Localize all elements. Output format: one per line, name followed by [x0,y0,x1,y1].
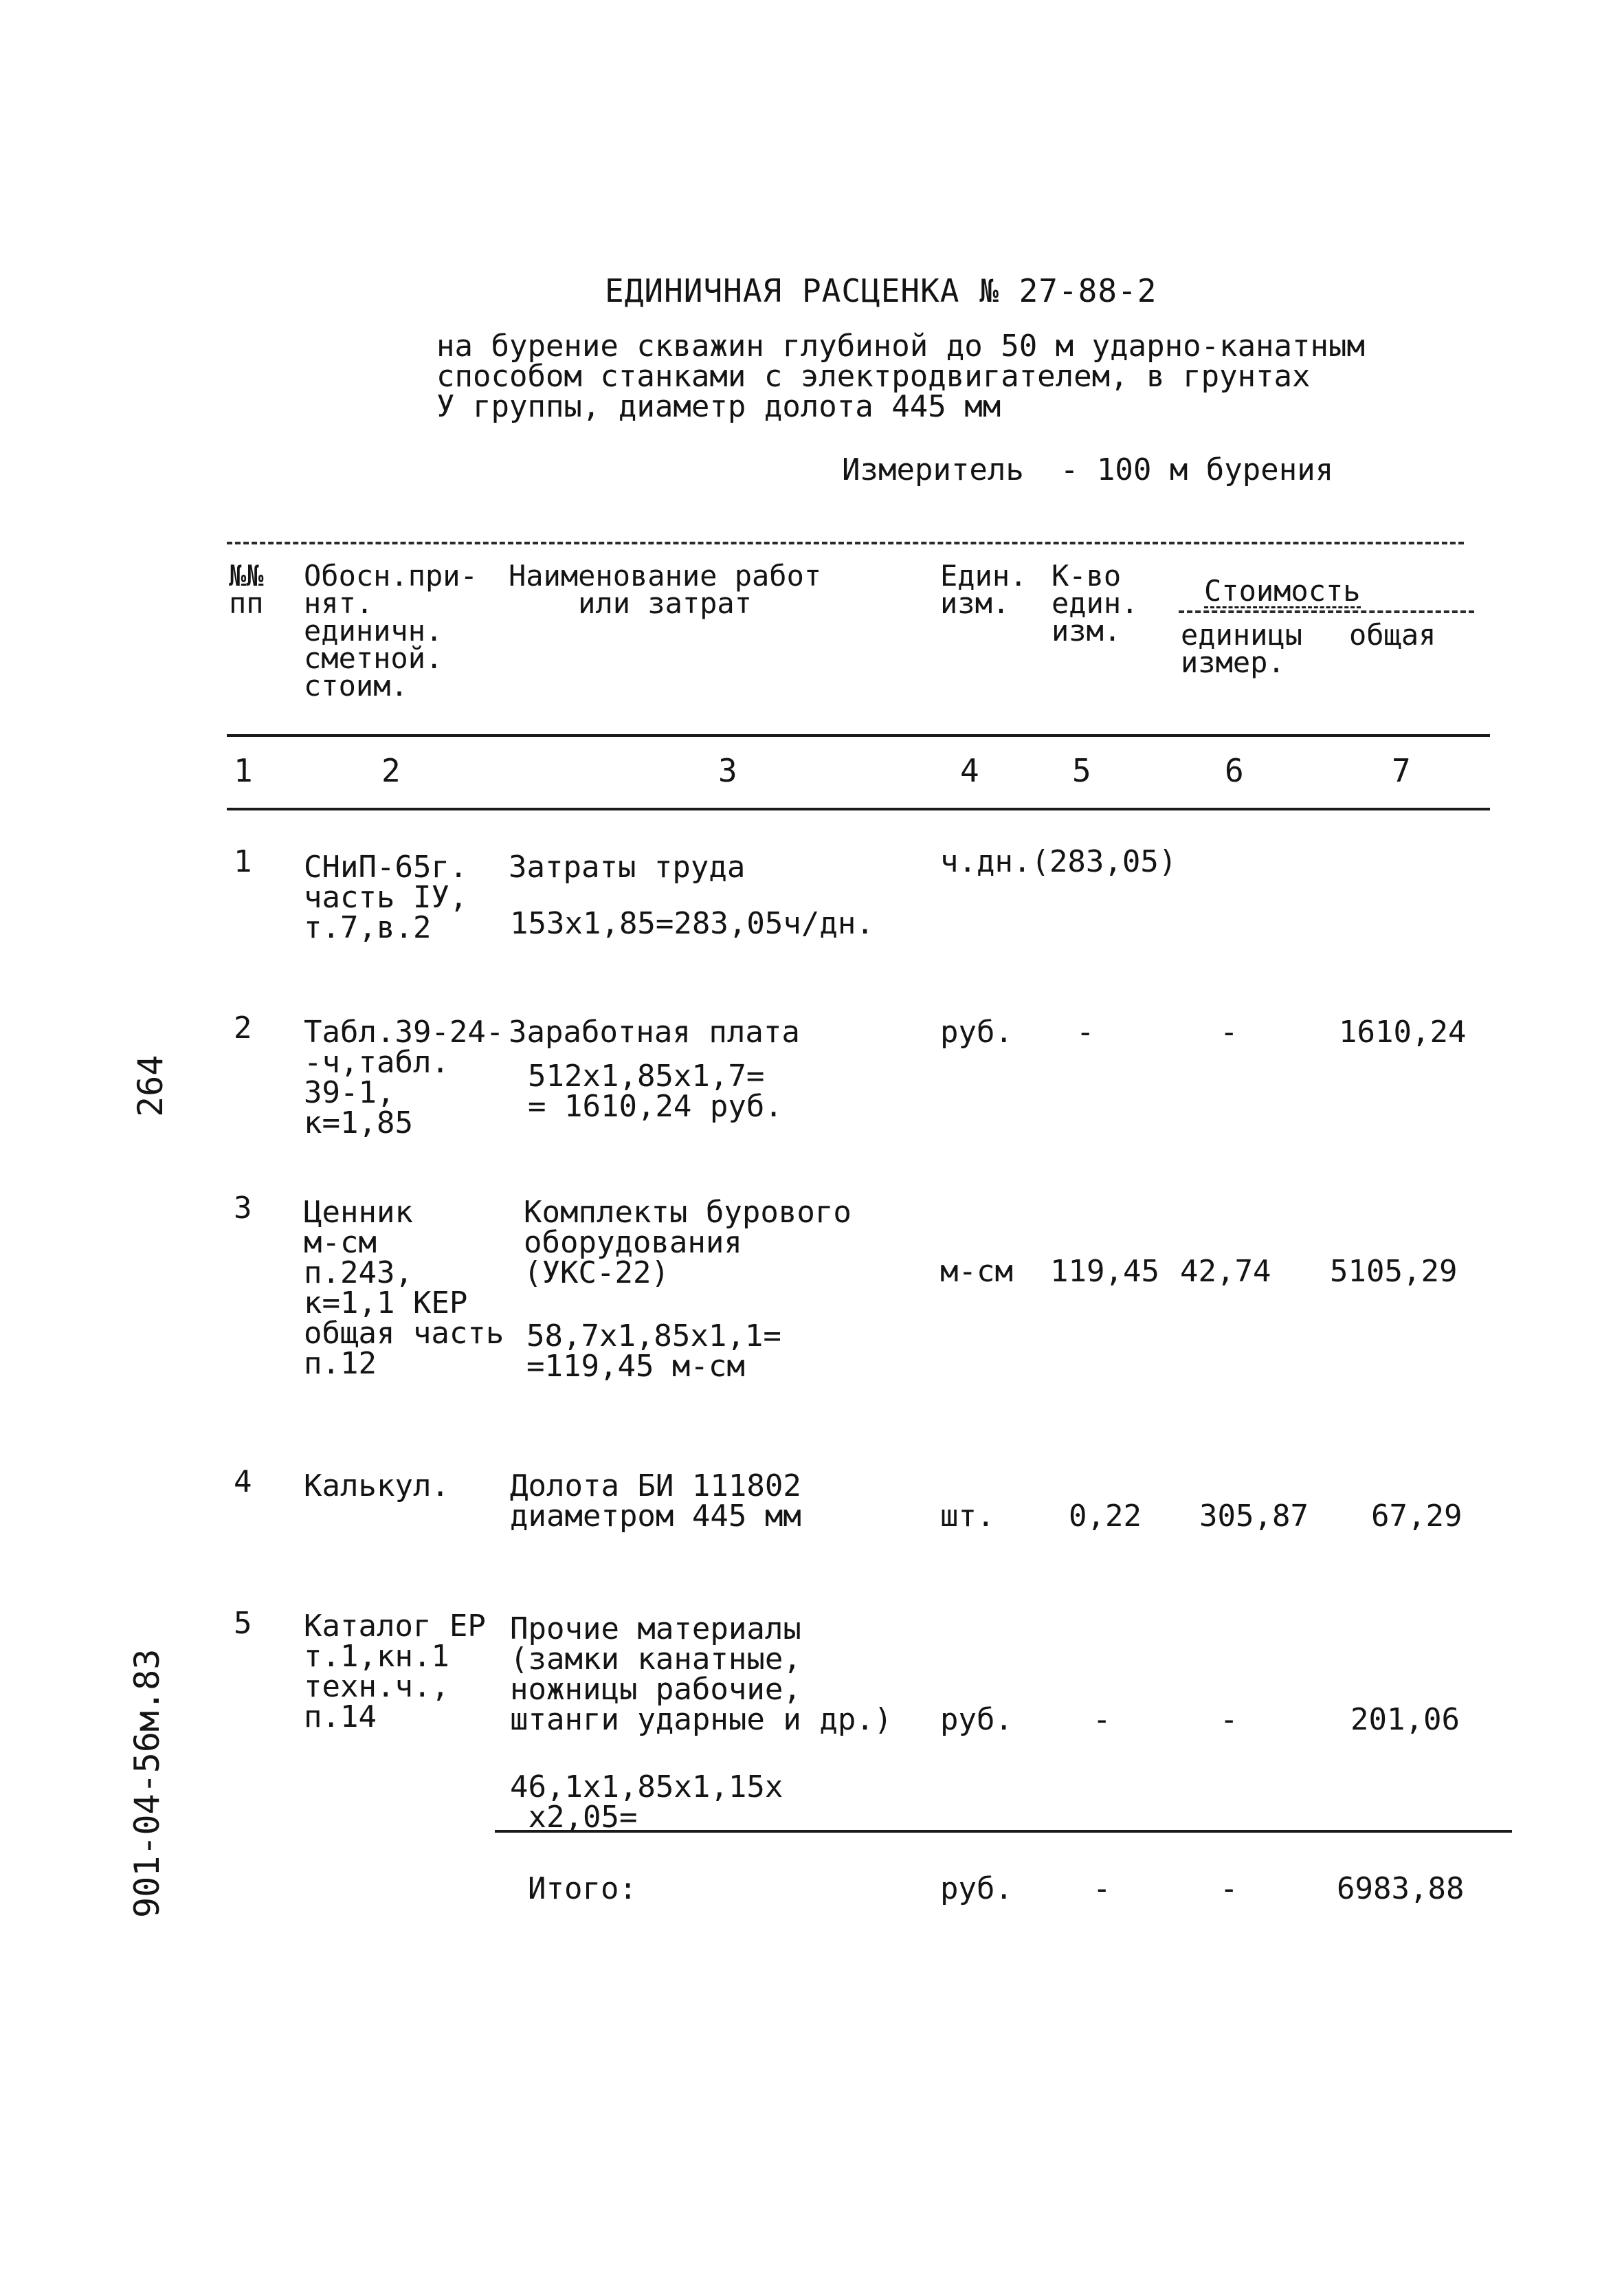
total-value: 6983,88 [1337,1871,1465,1906]
row-calc: 58,7х1,85х1,1= =119,45 м-см [526,1318,781,1384]
header-col6: единицы измер. [1181,618,1303,679]
row-price: - [1220,1702,1238,1737]
column-number-1: 1 [234,752,253,789]
header-cost-underline [1179,610,1474,613]
header-col5: К-во един. изм. [1052,559,1139,648]
row-basis: Ценник м-см п.243, к=1,1 КЕР общая часть п.12 [304,1195,504,1381]
row-calc: 46,1х1,85х1,15х х2,05= [510,1769,783,1835]
row-basis: Табл.39-24- -ч,табл. 39-1, к=1,85 [304,1015,504,1140]
header-cost-group: Стоимость [1204,574,1361,608]
row-name: Затраты труда [509,850,746,885]
row-qty: 0,22 [1069,1499,1142,1534]
row-number: 3 [234,1191,252,1226]
row-basis: СНиП-65г. часть IУ, т.7,в.2 [304,850,468,945]
row-total: 67,29 [1371,1499,1462,1534]
row-name: Прочие материалы (замки канатные, ножницы рабочие, штанги ударные и др.) [510,1611,893,1737]
header-col2: Обосн.при- нят. единичн. сметной. стоим. [304,559,478,703]
row-basis: Калькул. [304,1468,449,1503]
total-price: - [1220,1871,1238,1906]
subtitle-line-3: У группы, диаметр долота 445 мм [436,389,1001,424]
header-bottom-rule [227,734,1490,737]
row-number: 2 [234,1011,252,1046]
document-title: ЕДИНИЧНАЯ РАСЦЕНКА № 27-88-2 [605,272,1157,309]
row-unit: ч.дн.(283,05) [940,844,1177,879]
total-unit: руб. [940,1871,1013,1906]
row-total: 5105,29 [1330,1254,1458,1289]
row-price: 42,74 [1180,1254,1271,1289]
column-number-3: 3 [718,752,737,789]
row-qty: 119,45 [1050,1254,1159,1289]
row-name: Долота БИ 111802 диаметром 445 мм [510,1468,801,1534]
row-price: - [1220,1015,1238,1050]
column-number-7: 7 [1392,752,1411,789]
row-number: 1 [234,844,252,879]
total-label: Итого: [528,1871,637,1906]
row-calc: 512х1,85х1,7= = 1610,24 руб. [528,1059,783,1124]
row-basis: Каталог ЕР т.1,кн.1 техн.ч., п.14 [304,1609,486,1734]
meter-line: Измеритель - 100 м бурения [842,452,1334,487]
row-total: 1610,24 [1339,1015,1467,1050]
row-name: Комплекты бурового оборудования (УКС-22) [524,1195,852,1290]
column-number-2: 2 [381,752,401,789]
header-col4: Един. изм. [940,559,1027,620]
row-calc: 153х1,85=283,05ч/дн. [510,906,874,941]
row-qty: - [1093,1702,1111,1737]
column-number-6: 6 [1225,752,1244,789]
row-number: 4 [234,1464,252,1499]
total-rule [495,1830,1512,1833]
column-number-5: 5 [1072,752,1091,789]
row-unit: м-см [940,1254,1013,1289]
header-col7: общая [1349,618,1436,652]
row-name: Заработная плата [509,1015,800,1050]
total-qty: - [1093,1871,1111,1906]
column-number-4: 4 [960,752,979,789]
row-number: 5 [234,1606,252,1641]
header-col3: Наименование работ или затрат [509,559,822,620]
header-top-rule [227,542,1464,544]
row-total: 201,06 [1350,1702,1460,1737]
row-unit: руб. [940,1702,1013,1737]
document-code: 901-04-56м.83 [127,1648,167,1918]
page-number: 264 [131,1055,170,1117]
header-col1: №№ пп [229,559,264,620]
subtitle-line-1: на бурение скважин глубиной до 50 м ударно-канатным [436,329,1366,364]
row-unit: шт. [940,1499,995,1534]
column-number-rule [227,808,1490,810]
row-unit: руб. [940,1015,1013,1050]
subtitle-line-2: способом станками с электродвигателем, в грунтах [436,359,1311,394]
row-qty: - [1076,1015,1095,1050]
row-price: 305,87 [1199,1499,1309,1534]
